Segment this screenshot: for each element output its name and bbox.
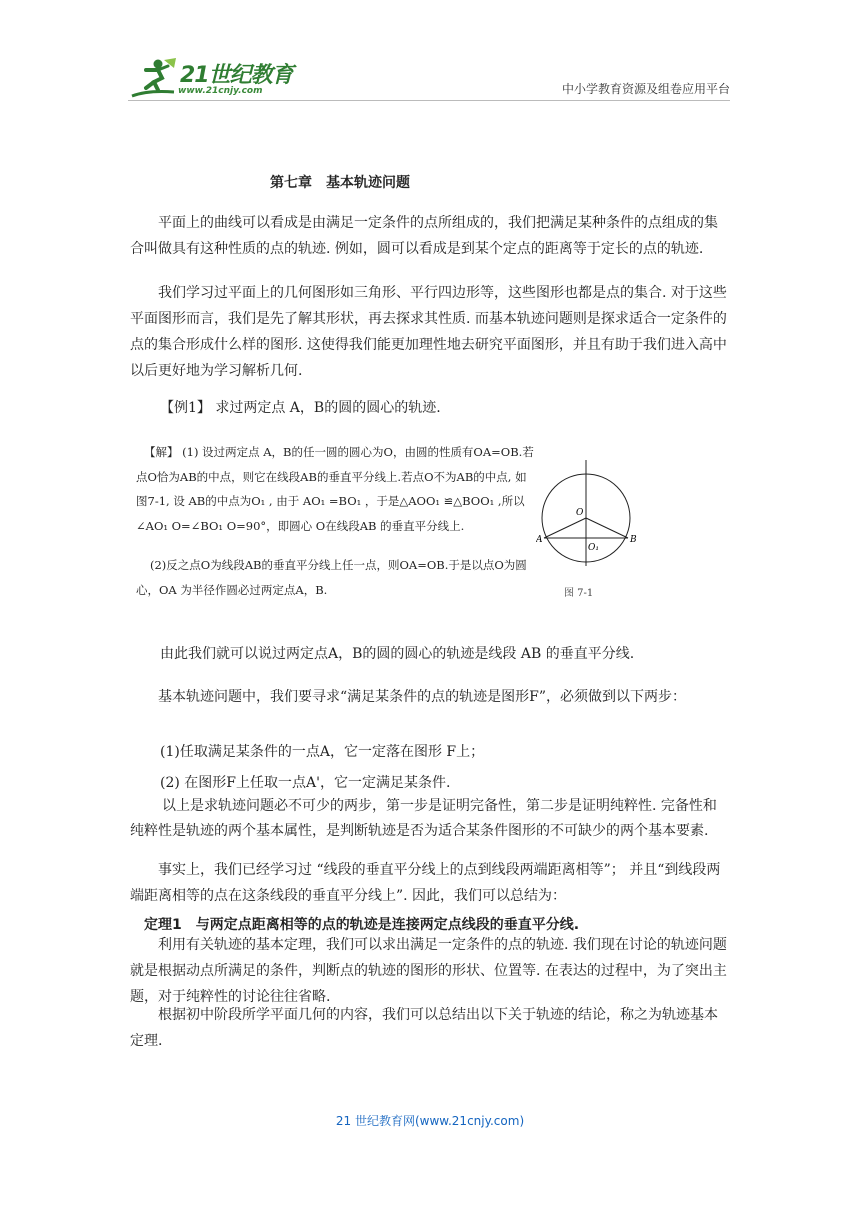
page-header — [0, 0, 860, 110]
chapter-title: 第七章 基本轨迹问题 — [270, 175, 410, 191]
basic-problem-text: 基本轨迹问题中，我们要寻求“满足某条件的点的轨迹是图形F”，必须做到以下两步： — [158, 689, 687, 705]
logo-url: www.21cnjy.com — [178, 86, 263, 96]
platform-name: 中小学教育资源及组卷应用平台 — [561, 82, 730, 96]
segment-ob — [586, 518, 628, 538]
completeness-text: 以上是求轨迹问题必不可少的两步，第一步是证明完备性，第二步是证明纯粹性. 完备性和纯粹性是轨迹的两个基本属性，是判断轨迹是否为适合某条件图形的不可缺少的两个基本要素. — [130, 798, 717, 839]
intro-paragraph-2: 我们学习过平面上的几何图形如三角形、平行四边形等，这些图形也都是点的集合. 对于这些平面图形而言，我们是先了解其形状，再去探求其性质. 而基本轨迹问题则是探求适合一定条件的点的集合形成什么样的图形. 这使得我们能更加理性地去研究平面图形，并且有助于我们进入高中以后更好地为学习解析几何. — [130, 285, 727, 379]
fact-text: 事实上，我们已经学习过 “线段的垂直平分线上的点到线段两端距离相等”； 并且“到线段两端距离相等的点在这条线段的垂直平分线上”. 因此，我们可以总结为： — [130, 862, 721, 904]
theorem-1: 定理1 与两定点距离相等的点的轨迹是连接两定点线段的垂直平分线. — [144, 917, 580, 933]
solution-part-1: 【解】 (1) 设过两定点 A，B的任一圆的圆心为O，由圆的性质有OA=OB.若点O恰为AB的中点，则它在线段AB的垂直平分线上.若点O不为AB的中点, 如图7-1, 设 AB的中点为O₁ , 由于 AO₁ =BO₁ ，于是△AOO₁ ≌△BOO₁ ,所以∠AO₁ O=∠BO₁ O=90°，即圆心 O在线段AB 的垂直平分线上. — [136, 445, 534, 533]
usage-text: 利用有关轨迹的基本定理，我们可以求出满足一定条件的点的轨迹. 我们现在讨论的轨迹问题就是根据动点所满足的条件，判断点的轨迹的图形的形状、位置等. 在表达的过程中，为了突出主题，对于纯粹性的讨论往往省略. — [130, 937, 727, 1005]
label-b: B — [630, 535, 637, 545]
example-1-heading: 【例1】 求过两定点 A，B的圆的圆心的轨迹. — [160, 400, 441, 416]
label-a: A — [536, 535, 543, 545]
header-divider — [128, 100, 730, 101]
solution-part-2: (2)反之点O为线段AB的垂直平分线上任一点，则OA=OB.于是以点O为圆心，OA 为半径作圆必过两定点A，B. — [136, 558, 527, 597]
segment-oa — [544, 518, 586, 538]
label-o1: O₁ — [588, 543, 599, 553]
step-2-text: (2) 在图形F上任取一点A'，它一定满足某条件. — [160, 775, 451, 791]
conclusion-text: 由此我们就可以说过两定点A，B的圆的圆心的轨迹是线段 AB 的垂直平分线. — [160, 646, 635, 662]
page-footer[interactable]: 21 世纪教育网(www.21cnjy.com) — [335, 1114, 525, 1128]
figure-7-1 — [536, 458, 640, 568]
figure-caption: 图 7-1 — [564, 588, 594, 599]
runner-icon — [128, 56, 180, 102]
step-1-text: (1)任取满足某条件的一点A，它一定落在图形 F上； — [160, 744, 485, 760]
summary-text: 根据初中阶段所学平面几何的内容，我们可以总结出以下关于轨迹的结论，称之为轨迹基本定理. — [130, 1007, 718, 1049]
site-logo[interactable] — [128, 56, 298, 104]
intro-paragraph-1: 平面上的曲线可以看成是由满足一定条件的点所组成的，我们把满足某种条件的点组成的集合叫做具有这种性质的点的轨迹. 例如，圆可以看成是到某个定点的距离等于定长的点的轨迹. — [130, 215, 718, 257]
label-o: O — [576, 508, 584, 518]
logo-text: 21世纪教育 — [180, 63, 293, 88]
